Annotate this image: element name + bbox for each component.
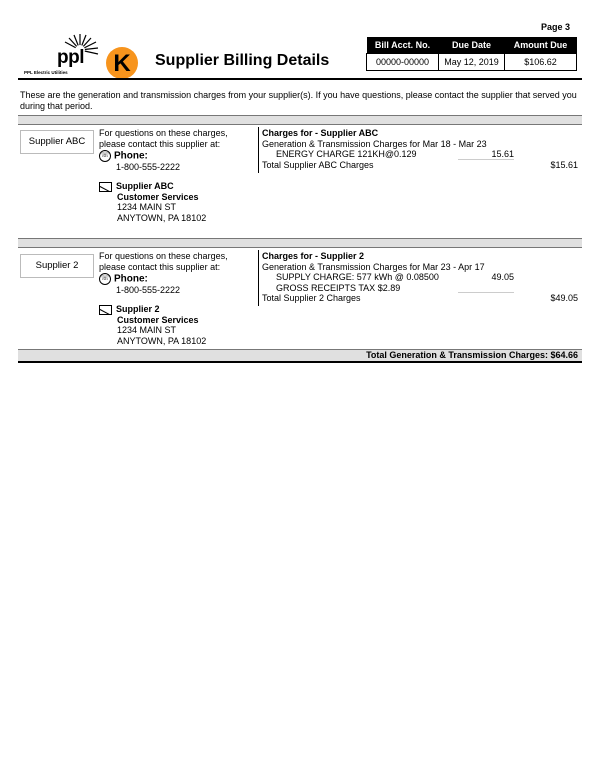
- charge-line-label: GROSS RECEIPTS TAX $2.89: [276, 282, 401, 293]
- supplier-name-box: Supplier 2: [20, 254, 94, 278]
- ppl-logo: [22, 32, 102, 80]
- logo-subtitle: PPL Electric Utilities: [24, 70, 68, 75]
- phone-label: Phone:: [114, 150, 148, 162]
- header-divider: [18, 78, 582, 80]
- grand-total-label: Total Generation & Transmission Charges:: [366, 350, 548, 360]
- header-amount-due: Amount Due: [505, 37, 577, 54]
- contact-intro: For questions on these charges, please contact this supplier at:: [99, 251, 228, 272]
- supplier-contact: [99, 128, 249, 223]
- intro-text: These are the generation and transmission charges from your supplier(s). If you have questions, please contact the supplier that served you during that period.: [20, 90, 577, 111]
- mail-dept: Customer Services: [117, 314, 199, 325]
- charge-line: [262, 283, 578, 294]
- phone-label: Phone:: [114, 273, 148, 285]
- charge-total-row: [262, 160, 578, 171]
- mail-city: ANYTOWN, PA 18102: [117, 335, 207, 346]
- grand-total-bar: [18, 349, 582, 363]
- mail-dept: Customer Services: [117, 191, 199, 202]
- page-number: Page 3: [540, 22, 570, 32]
- charge-line-amount: 15.61: [491, 149, 514, 159]
- phone-number: 1-800-555-2222: [116, 162, 181, 172]
- charge-total-row: [262, 293, 578, 304]
- mail-street: 1234 MAIN ST: [117, 202, 177, 212]
- amount-due-value: $106.62: [505, 54, 577, 71]
- mail-street: 1234 MAIN ST: [117, 325, 177, 335]
- section-divider: [18, 238, 582, 248]
- column-divider: [258, 127, 259, 173]
- charge-total-amount: $15.61: [550, 159, 578, 170]
- charge-line-amount: 49.05: [491, 272, 514, 282]
- logo-wordmark: ppl: [57, 47, 84, 68]
- grand-total-amount: $64.66: [550, 350, 578, 360]
- charge-line: [262, 149, 578, 160]
- envelope-icon: [99, 182, 112, 192]
- charge-total-amount: $49.05: [550, 293, 578, 303]
- page-title: Supplier Billing Details: [155, 52, 330, 69]
- supplier-name-box: Supplier ABC: [20, 130, 94, 154]
- header-due-date: Due Date: [439, 37, 505, 54]
- mail-city: ANYTOWN, PA 18102: [117, 212, 207, 223]
- charge-total-label: Total Supplier 2 Charges: [262, 293, 361, 303]
- envelope-icon: [99, 305, 112, 315]
- supplier-charges: [262, 128, 578, 170]
- contact-intro: For questions on these charges, please contact this supplier at:: [99, 128, 228, 149]
- section-divider: [18, 115, 582, 125]
- account-summary-table: [366, 37, 577, 71]
- header-bill-acct: Bill Acct. No.: [367, 37, 439, 54]
- charge-line-label: SUPPLY CHARGE: 577 kWh @ 0.08500: [276, 272, 439, 282]
- k-badge: K: [106, 47, 138, 79]
- column-divider: [258, 250, 259, 306]
- charge-total-label: Total Supplier ABC Charges: [262, 159, 374, 170]
- mail-name: Supplier 2: [116, 303, 160, 314]
- charges-period: Generation & Transmission Charges for Mar 18 - Mar 23: [262, 138, 487, 149]
- charge-line-label: ENERGY CHARGE 121KH@0.129: [276, 149, 417, 159]
- supplier-contact: [99, 251, 249, 346]
- mail-name: Supplier ABC: [116, 180, 174, 191]
- charges-header: Charges for - Supplier 2: [262, 251, 365, 261]
- phone-number: 1-800-555-2222: [116, 285, 181, 295]
- charge-line: [262, 272, 578, 283]
- supplier-charges: [262, 251, 578, 304]
- phone-icon: ☏: [99, 150, 111, 162]
- charges-period: Generation & Transmission Charges for Mar 23 - Apr 17: [262, 261, 485, 272]
- bill-acct-value: 00000-00000: [367, 54, 439, 71]
- phone-icon: ☏: [99, 273, 111, 285]
- charges-header: Charges for - Supplier ABC: [262, 128, 379, 138]
- due-date-value: May 12, 2019: [439, 54, 505, 71]
